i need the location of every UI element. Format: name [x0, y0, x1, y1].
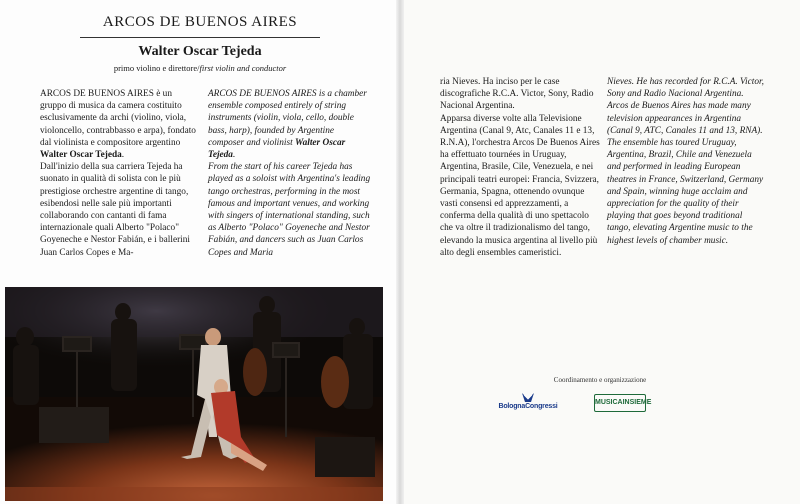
founder-name-en: Walter Oscar Tejeda: [208, 137, 346, 161]
english-intro-paragraph: ARCOS DE BUENOS AIRES is a chamber ensemble composed entirely of string instruments (violin, viola, cello, double bass, harp), founded by Argentine composer and violinist Walter Oscar Tejeda.: [208, 89, 367, 161]
credits-label: Coordinamento e organizzazione: [553, 376, 647, 384]
musicainsieme-logo: MUSICAINSIEME: [594, 394, 646, 412]
english-recordings-paragraph: Nieves. He has recorded for R.C.A. Victor, Sony and Radio Nacional Argentina.: [607, 77, 764, 100]
bologna-congressi-text: BolognaCongressi: [498, 403, 558, 410]
italian-column-2: [440, 76, 600, 259]
concert-photo: [5, 287, 383, 501]
founder-name-it: Walter Oscar Tejeda: [40, 150, 122, 161]
english-column-2: [607, 76, 767, 247]
italian-career-paragraph: Dall'inizio della sua carriera Tejeda ha suonato in qualità di solista con le più prestigiose orchestre argentine di tango, esibendosi nelle sale più importanti collaborando con cantanti di fama internazionale quali Alberto "Polaco" Goyeneche e Nestor Fabián, e i ballerini Juan Carlos Copes e Ma-: [40, 162, 190, 258]
role-english: first violin and conductor: [199, 63, 287, 73]
english-tours-paragraph: Arcos de Buenos Aires has made many television appearances in Argentina (Canal 9, ATC, Canales 11 and 13, RNA). The ensemble has toured Uruguay, Argentina, Brazil, Chile and Venezuela and performed in leading European theatres in France, Switzerland, Germany and Spain, winning huge acclaim and appreciation for the quality of their playing that goes beyond traditional tango, elevating Argentine music to the highest levels of chamber music.: [607, 101, 764, 246]
bologna-congressi-logo: [498, 391, 558, 415]
english-column-1: [208, 88, 371, 259]
italian-recordings-paragraph: ria Nieves. Ha inciso per le case discografiche R.C.A. Victor, Sony, Radio Nacional Argentina.: [440, 77, 594, 112]
page-spine: [396, 0, 404, 504]
author-role: [40, 63, 360, 73]
italian-column-1: [40, 88, 200, 259]
author-name: Walter Oscar Tejeda: [138, 44, 262, 59]
role-italian: primo violino e direttore/: [113, 63, 200, 73]
italian-intro-paragraph: ARCOS DE BUENOS AIRES è un gruppo di musica da camera costituito esclusivamente da archi (violino, viola, violoncello, contrabbasso e arpa), fondato dal violinista e compositore argentino Walter Oscar Tejeda.: [40, 89, 196, 161]
italian-tours-paragraph: Apparsa diverse volte alla Televisione Argentina (Canal 9, Atc, Canales 11 e 13, R.N.A), l'orchestra Arcos De Buenos Aires ha effettuato tournées in Uruguay, Argentina, Brasile, Cile, Venezuela, e nei principali teatri europei: Francia, Svizzera, Germania, Spagna, ottenendo ovunque vasti consensi ed apprezzamenti, a conferma della qualità di uno spettacolo che va oltre il tradizionalismo del tango, elevando la musica argentina al livello più alto degli ensembles cameristici.: [440, 113, 600, 258]
page-title: ARCOS DE BUENOS AIRES: [80, 14, 320, 38]
english-career-paragraph: From the start of his career Tejeda has played as a soloist with Argentina's leading tango orchestras, performing in the most famous and important venues, and working with singers of international standing, such as Alberto "Polaco" Goyeneche and Nestor Fabián, and dancers such as Juan Carlos Copes and Maria: [208, 162, 371, 258]
